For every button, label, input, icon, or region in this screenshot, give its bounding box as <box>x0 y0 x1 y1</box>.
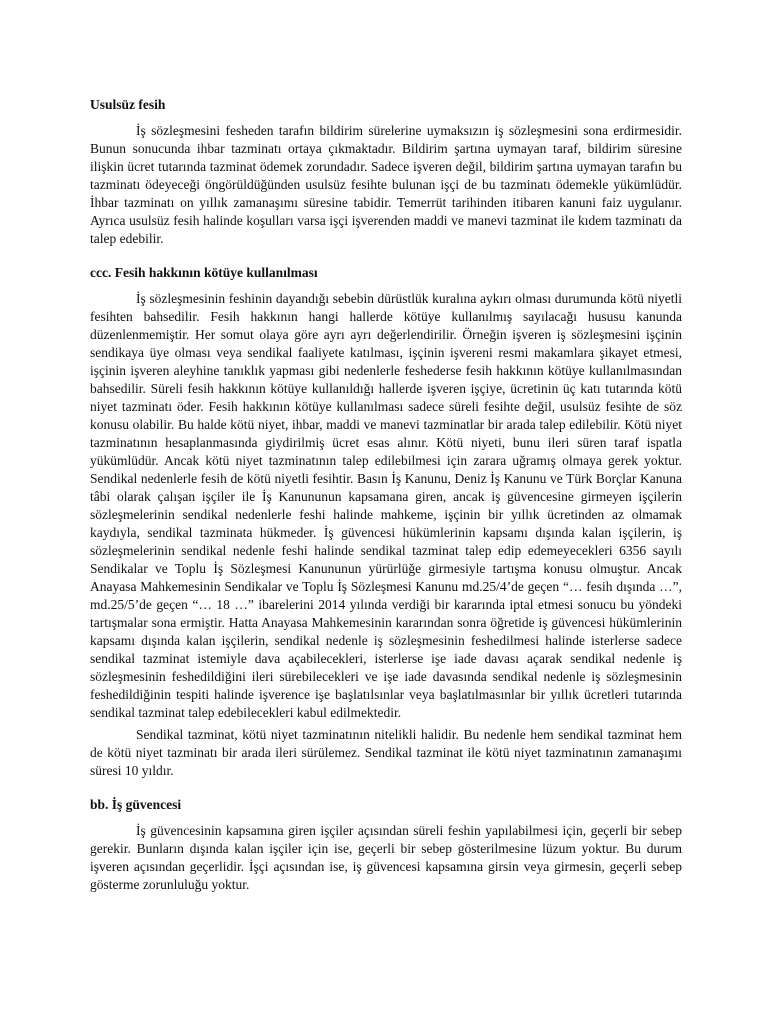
paragraph: İş sözleşmesini fesheden tarafın bildirim sürelerine uymaksızın iş sözleşmesini sona erdirmesidir. Bunun sonucunda ihbar tazminatı ortaya çıkmaktadır. Bildirim şartına uymayan taraf, bildirim süresine ilişkin ücret tutarında tazminat ödemek zorundadır. Sadece işveren değil, bildirim şartına uymayan tarafın bu tazminatı ödeyeceği öngörüldüğünden usulsüz fesihte bulunan işçi de bu tazminatı ödemekle yükümlüdür. İhbar tazminatı on yıllık zamanaşımı süresine tabidir. Temerrüt tarihinden itibaren kanuni faiz uygulanır. Ayrıca usulsüz fesih halinde koşulları varsa işçi işverenden maddi ve manevi tazminat ile kıdem tazminatı da talep edebilir. <box>90 123 682 246</box>
section-fesih-hakkinin-kotuye-kullanilmasi <box>90 264 682 780</box>
paragraph: Sendikal tazminat, kötü niyet tazminatının nitelikli halidir. Bu nedenle hem sendikal tazminat hem de kötü niyet tazminatı bir arada ileri sürülemez. Sendikal tazminat ile kötü niyet tazminatının zamanaşımı süresi 10 yıldır. <box>90 727 682 778</box>
section-heading: Usulsüz fesih <box>90 97 166 112</box>
paragraph: İş sözleşmesinin feshinin dayandığı sebebin dürüstlük kuralına aykırı olması durumunda kötü niyetli fesihten bahsedilir. Fesih hakkının hangi hallerde kötüye kullanılmış sayılacağı hususu kanunda düzenlenmemiştir. Her somut olaya göre ayrı ayrı değerlendirilir. Örneğin işveren iş sözleşmesini işçinin sendikaya üye olması veya sendikal faaliyete katılması, işçinin işvereni resmi makamlara şikayet etmesi, işçinin işveren aleyhine tanıklık yapması gibi nedenlerle feshederse fesih hakkının kötüye kullanılmasından bahsedilir. Süreli fesih hakkının kötüye kullanıldığı hallerde işveren işçiye, ücretinin üç katı tutarında kötü niyet tazminatı öder. Fesih hakkının kötüye kullanılması sadece süreli fesihte değil, usulsüz fesihte de söz konusu olabilir. Bu halde kötü niyet, ihbar, maddi ve manevi tazminatlar bir arada talep edilebilir. Kötü niyet tazminatının hesaplanmasında giydirilmiş ücret esas alınır. Kötü niyeti, bunu ileri süren taraf ispatla yükümlüdür. Ancak kötü niyet tazminatının talep edilebilmesi için zarara uğramış olmaya gerek yoktur. Sendikal nedenlerle fesih de kötü niyetli fesihtir. Basın İş Kanunu, Deniz İş Kanunu ve Türk Borçlar Kanuna tâbi olarak çalışan işçiler ile İş Kanununun kapsamana giren, ancak iş güvencesine girmeyen işçilerin sözleşmelerinin sendikal nedenlerle feshi halinde mahkeme, işçinin bir yıllık ücretinden az olmamak kaydıyla, sendikal tazminata hükmeder. İş güvencesi hükümlerinin kapsamı dışında kalan işçilerin, iş sözleşmelerinin sendikal nedenle feshi halinde sendikal tazminat talep edip edemeyecekleri 6356 sayılı Sendikalar ve Toplu İş Sözleşmesi Kanununun yürürlüğe girmesiyle tartışma konusu olmuştur. Ancak Anayasa Mahkemesinin Sendikalar ve Toplu İş Sözleşmesi Kanunu md.25/4’de geçen “… fesih dışında …”, md.25/5’de geçen “… 18 …” ibarelerini 2014 yılında verdiği bir kararında iptal etmesi sonucu bu yöndeki tartışmalar sona ermiştir. Hatta Anayasa Mahkemesinin kararından sonra öğretide iş güvencesi hükümlerinin kapsamı dışında kalan işçilerin, sendikal nedenle iş sözleşmesinin feshedilmesi halinde isterlerse sadece sendikal tazminat istemiyle dava açabilecekleri, isterlerse işe iade davası açarak sendikal nedenle iş sözleşmesinin feshedildiğini ileri sürebilecekleri ve işe iade davasında sendikal nedenle iş sözleşmesinin feshedildiğinin tespiti halinde işverence işe başlatılsınlar veya başlatılmasınlar bir yıllık ücretleri tutarında sendikal tazminat talep edebilecekleri kabul edilmektedir. <box>90 291 682 720</box>
section-is-guvencesi <box>90 796 682 894</box>
paragraph: İş güvencesinin kapsamına giren işçiler açısından süreli feshin yapılabilmesi için, geçerli bir sebep gerekir. Bunların dışında kalan işçiler için ise, geçerli bir sebep gösterilmesine lüzum yoktur. Bu durum işveren açısından geçerlidir. İşçi açısından ise, iş güvencesi kapsamına girsin veya girmesin, geçerli sebep gösterme zorunluluğu yoktur. <box>90 823 682 892</box>
section-heading: ccc. Fesih hakkının kötüye kullanılması <box>90 265 318 280</box>
section-heading: bb. İş güvencesi <box>90 797 182 812</box>
section-usulsuz-fesih <box>90 96 682 248</box>
